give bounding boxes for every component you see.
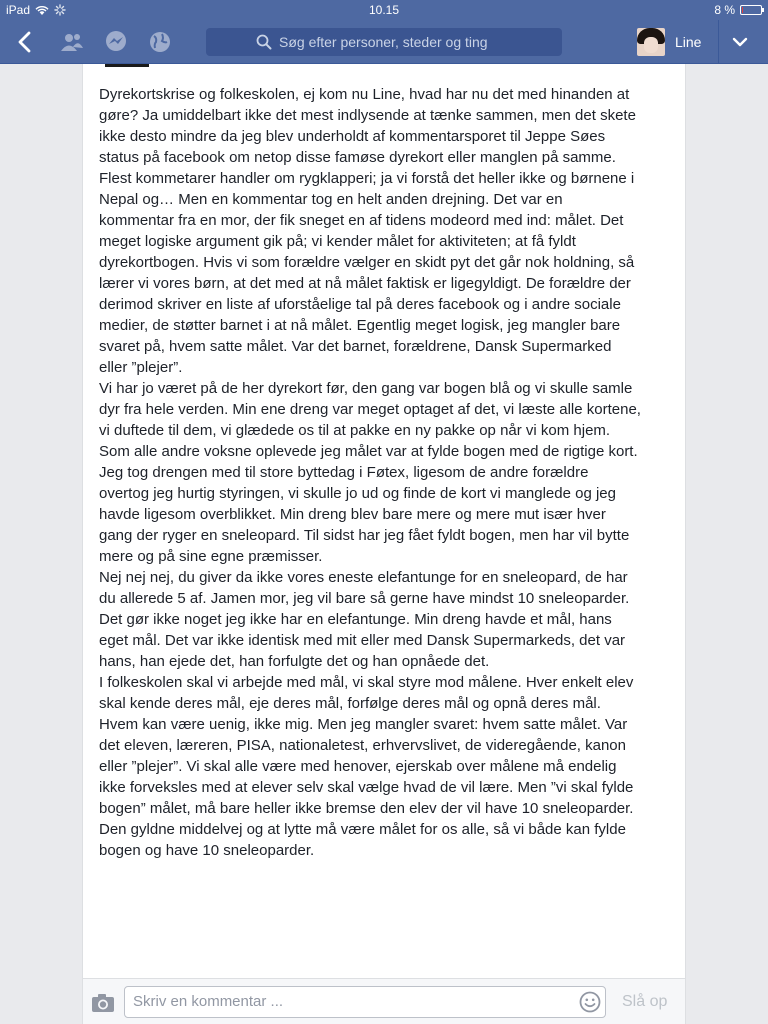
post-comment-button[interactable]: Slå op bbox=[622, 993, 668, 1010]
messages-icon[interactable] bbox=[104, 30, 128, 54]
emoji-smiley-icon[interactable] bbox=[579, 991, 601, 1013]
status-bar bbox=[0, 0, 768, 20]
post-paragraph: Vi har jo været på de her dyrekort før, den gang var bogen blå og vi skulle samle dyr fra hele verden. Min ene dreng var meget optaget af det, vi læste alle kortene, vi duftede til dem, vi glædede os til at pakke en ny pakke op når vi kom hjem. Som alle andre voksne oplevede jeg målet var at fylde bogen med de rigtige kort. Jeg tog drengen med til store byttedag i Føtex, ligesom de andre forældre overtog jeg hurtig styringen, vi skulle jo ud og finde de kort vi manglede og jeg havde ligesom overblikket. Min dreng blev bare mere og mere mut især hver gang der ryger en sneleopard. Til sidst har jeg fået fyldt bogen, men har vil bytte mere og på sine egne præmisser. bbox=[99, 380, 641, 565]
camera-icon[interactable] bbox=[91, 993, 115, 1013]
battery-percent: 8 % bbox=[714, 3, 735, 17]
clock: 10.15 bbox=[368, 3, 400, 17]
post-paragraph: Den gyldne middelvej og at lytte må være målet for os alle, så vi både kan fylde bogen og have 10 sneleoparder. bbox=[99, 821, 626, 859]
profile-link[interactable] bbox=[637, 28, 701, 56]
post-image-edge bbox=[105, 64, 149, 67]
search-input[interactable] bbox=[206, 28, 562, 56]
chevron-down-icon[interactable] bbox=[732, 32, 748, 52]
profile-name: Line bbox=[675, 34, 702, 50]
nav-divider bbox=[718, 20, 719, 64]
post-paragraph: Flest kommetarer handler om rygklapperi; ja vi forstå det heller ikke og børnene i Nepal og… Men en kommentar tog en helt anden drejning. Det var en kommentar fra en mor, der fik sneget en af tidens modeord med ind: målet. Det meget logiske argument gik på; vi kender målet for aktiviteten; at få fyldt dyrekortbogen. Hvis vi som forældre vælger en skidt pyt det går nok holdning, så lærer vi vores børn, at det med at nå målet faktisk er ligegyldigt. De forældre der derimod skriver en liste af uforståelige tal på deres facebook og i andre sociale medier, de støtter barnet i at nå målet. Egentlig meget logisk, jeg mangler bare svaret på, hvem satte målet. Var det barnet, forældrene, Dansk Supermarked eller ”plejer”. bbox=[99, 170, 635, 376]
battery-level bbox=[742, 7, 743, 13]
search-placeholder: Søg efter personer, steder og ting bbox=[279, 34, 488, 50]
back-chevron-icon[interactable] bbox=[12, 30, 38, 54]
post-paragraph: I folkeskolen skal vi arbejde med mål, vi skal styre mod målene. Hver enkelt elev skal kende deres mål, eje deres mål, forfølge deres mål og opnå deres mål. Hvem kan være uenig, ikke mig. Men jeg mangler svaret: hvem satte målet. Var det eleven, læreren, PISA, nationaletest, erhvervslivet, de videregående, kanon eller ”plejer”. Vi skal alle være med henover, ejerskab over målene må endelig ikke forveksles med at elever selv skal vælge hvad de vil lære. Men ”vi skal fylde bogen” målet, må bare heller ikke bremse den elev der vil have 10 sneleoparder. bbox=[99, 674, 634, 817]
battery-icon bbox=[740, 5, 762, 15]
comment-composer bbox=[82, 978, 686, 1024]
post-text bbox=[99, 84, 641, 861]
notifications-globe-icon[interactable] bbox=[148, 30, 172, 54]
comment-placeholder: Skriv en kommentar ... bbox=[133, 993, 284, 1010]
facebook-nav-bar bbox=[0, 20, 768, 64]
post-card bbox=[82, 64, 686, 978]
friend-requests-icon[interactable] bbox=[60, 30, 84, 54]
device-label: iPad bbox=[6, 3, 31, 17]
post-paragraph: Dyrekortskrise og folkeskolen, ej kom nu Line, hvad har nu det med hinanden at gøre? Ja umiddelbart ikke det mest indlysende at tænke sammen, men det skete ikke desto mindre da jeg blev underholdt af kommentarsporet til Jeppe Søes status på facebook om netop disse famøse dyrekort eller manglen på samme. bbox=[99, 86, 636, 166]
post-paragraph: Nej nej nej, du giver da ikke vores eneste elefantunge for en sneleopard, de har du allerede 5 af. Jamen mor, jeg vil bare så gerne have mindst 10 sneleoparder. Det gør ikke noget jeg ikke har en elefantunge. Min dreng havde et mål, hans eget mål. Det var ikke identisk med mit eller med Dansk Supermarkeds, det var hans, han ejede det, han forfulgte det og han opnåede det. bbox=[99, 569, 630, 670]
avatar bbox=[637, 28, 665, 56]
comment-input[interactable] bbox=[124, 986, 606, 1018]
search-icon bbox=[256, 34, 272, 50]
